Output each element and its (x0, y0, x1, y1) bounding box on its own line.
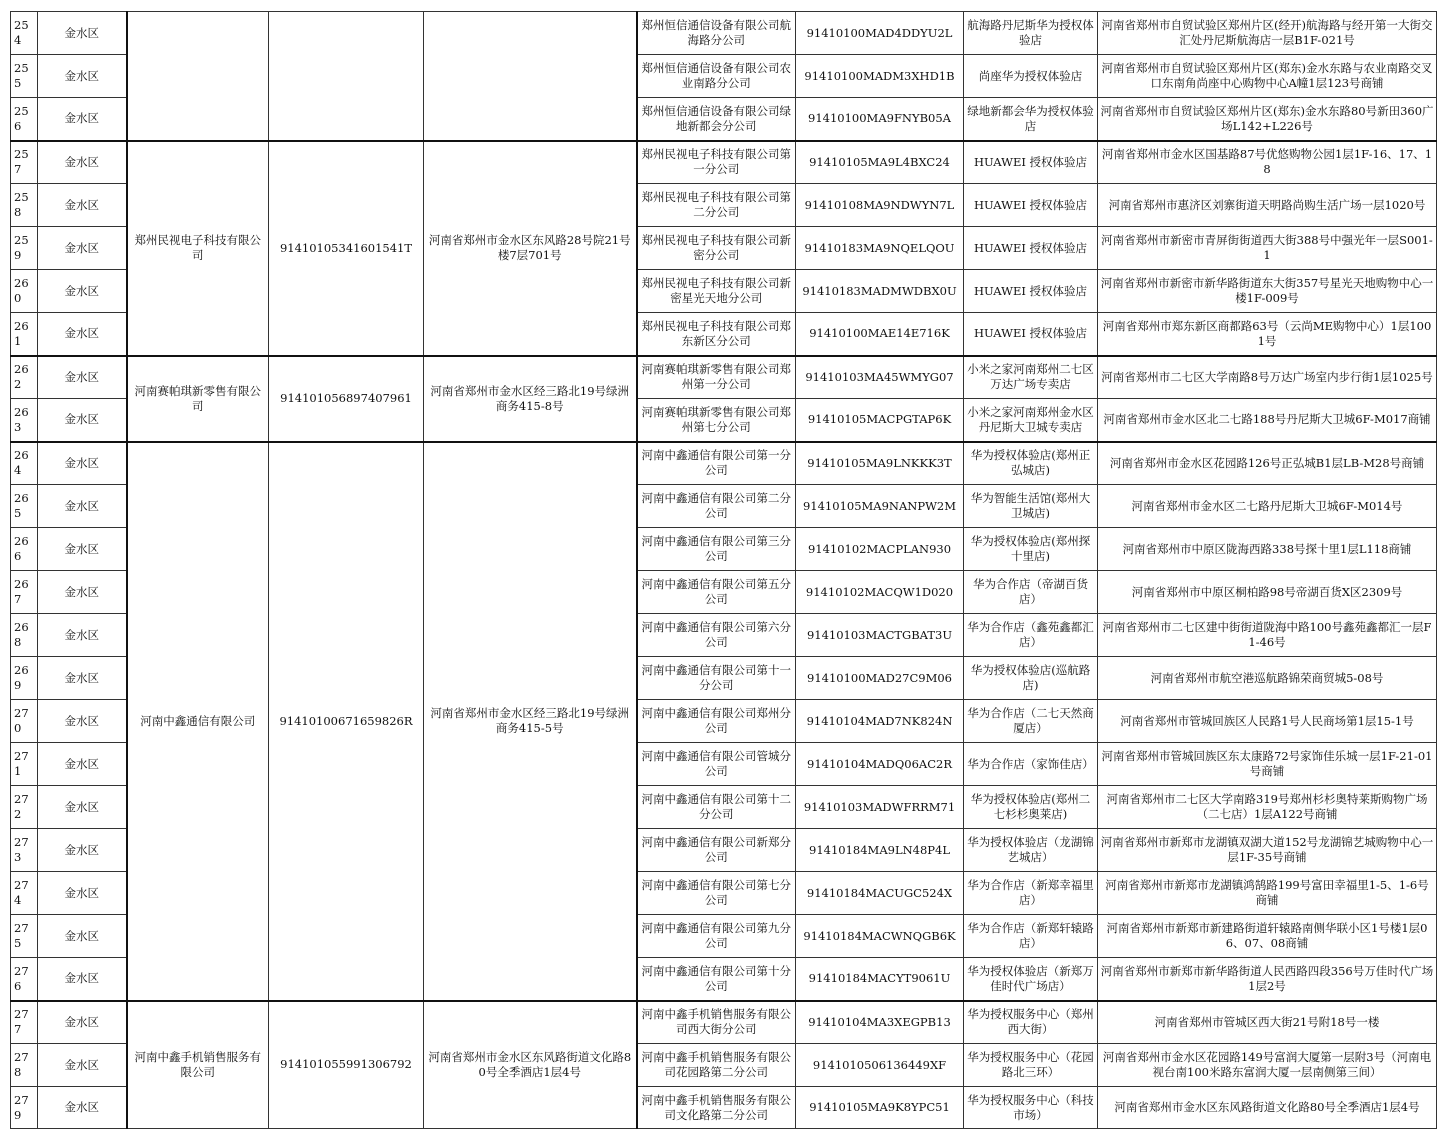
branch-code-cell: 91410184MACYT9061U (796, 958, 964, 1001)
store-name-cell: HUAWEI 授权体验店 (964, 141, 1098, 184)
store-address-cell: 河南省郑州市新郑市龙湖镇双湖大道152号龙湖锦艺城购物中心一层1F-35号商铺 (1098, 829, 1437, 872)
row-number: 258 (11, 184, 38, 227)
branch-code-cell: 91410105MACPGTAP6K (796, 399, 964, 442)
store-address-cell: 河南省郑州市二七区建中街街道陇海中路100号鑫苑鑫都汇一层F1-46号 (1098, 614, 1437, 657)
address-cell (424, 12, 637, 141)
branch-code-cell: 91410100MA9FNYB05A (796, 98, 964, 141)
branch-name-cell: 河南中鑫通信有限公司第一分公司 (637, 442, 796, 485)
branch-code-cell: 91410184MA9LN48P4L (796, 829, 964, 872)
store-address-cell: 河南省郑州市二七区大学南路319号郑州杉杉奥特莱斯购物广场（二七店）1层A122号商铺 (1098, 786, 1437, 829)
branch-code-cell: 91410184MACUGC524X (796, 872, 964, 915)
branch-name-cell: 郑州民视电子科技有限公司第二分公司 (637, 184, 796, 227)
company-cell: 郑州民视电子科技有限公司 (127, 141, 269, 356)
branch-name-cell: 河南中鑫手机销售服务有限公司花园路第二分公司 (637, 1044, 796, 1087)
store-name-cell: 华为授权体验店（龙湖锦艺城店） (964, 829, 1098, 872)
store-name-cell: 华为授权服务中心（科技市场） (964, 1087, 1098, 1129)
store-name-cell: 华为合作店（帝湖百货店） (964, 571, 1098, 614)
branch-name-cell: 河南中鑫通信有限公司第六分公司 (637, 614, 796, 657)
row-number: 261 (11, 313, 38, 356)
branch-code-cell: 91410105MA9LNKKK3T (796, 442, 964, 485)
branch-code-cell: 91410108MA9NDWYN7L (796, 184, 964, 227)
row-number: 259 (11, 227, 38, 270)
branch-name-cell: 河南中鑫通信有限公司郑州分公司 (637, 700, 796, 743)
row-number: 272 (11, 786, 38, 829)
district-cell: 金水区 (38, 872, 127, 915)
branch-name-cell: 河南中鑫通信有限公司第三分公司 (637, 528, 796, 571)
store-name-cell: 小米之家河南郑州金水区丹尼斯大卫城专卖店 (964, 399, 1098, 442)
store-address-cell: 河南省郑州市金水区花园路149号富润大厦第一层附3号（河南电视台南100米路东富润大厦一层南侧第三间） (1098, 1044, 1437, 1087)
branch-code-cell: 91410103MACTGBAT3U (796, 614, 964, 657)
row-number: 262 (11, 356, 38, 399)
branch-name-cell: 河南中鑫通信有限公司第七分公司 (637, 872, 796, 915)
branch-name-cell: 郑州民视电子科技有限公司郑东新区分公司 (637, 313, 796, 356)
row-number: 266 (11, 528, 38, 571)
store-registry-table (10, 11, 1437, 1129)
row-number: 267 (11, 571, 38, 614)
district-cell: 金水区 (38, 227, 127, 270)
store-name-cell: HUAWEI 授权体验店 (964, 313, 1098, 356)
district-cell: 金水区 (38, 614, 127, 657)
store-address-cell: 河南省郑州市金水区北二七路188号丹尼斯大卫城6F-M017商铺 (1098, 399, 1437, 442)
store-name-cell: 华为授权服务中心（花园路北三环） (964, 1044, 1098, 1087)
table-row (11, 12, 1437, 55)
table-row (11, 141, 1437, 184)
branch-code-cell: 91410183MADMWDBX0U (796, 270, 964, 313)
store-name-cell: 小米之家河南郑州二七区万达广场专卖店 (964, 356, 1098, 399)
branch-code-cell: 91410100MADM3XHD1B (796, 55, 964, 98)
credit-code-cell (269, 12, 424, 141)
row-number: 257 (11, 141, 38, 184)
district-cell: 金水区 (38, 1001, 127, 1044)
address-cell: 河南省郑州市金水区经三路北19号绿洲商务415-5号 (424, 442, 637, 1001)
district-cell: 金水区 (38, 356, 127, 399)
branch-code-cell: 91410102MACQW1D020 (796, 571, 964, 614)
branch-code-cell: 91410103MA45WMYG07 (796, 356, 964, 399)
store-name-cell: 华为授权体验店(郑州探十里店) (964, 528, 1098, 571)
store-name-cell: 华为智能生活馆(郑州大卫城店) (964, 485, 1098, 528)
store-address-cell: 河南省郑州市管城回族区人民路1号人民商场第1层15-1号 (1098, 700, 1437, 743)
row-number: 277 (11, 1001, 38, 1044)
store-name-cell: 华为合作店（鑫苑鑫都汇店） (964, 614, 1098, 657)
branch-name-cell: 郑州民视电子科技有限公司新密星光天地分公司 (637, 270, 796, 313)
branch-code-cell: 91410100MAD27C9M06 (796, 657, 964, 700)
branch-code-cell: 91410102MACPLAN930 (796, 528, 964, 571)
store-name-cell: 绿地新都会华为授权体验店 (964, 98, 1098, 141)
row-number: 271 (11, 743, 38, 786)
branch-code-cell: 91410103MADWFRRM71 (796, 786, 964, 829)
district-cell: 金水区 (38, 743, 127, 786)
store-address-cell: 河南省郑州市新密市青屏街街道西大街388号中强光年一层S001-1 (1098, 227, 1437, 270)
row-number: 260 (11, 270, 38, 313)
district-cell: 金水区 (38, 700, 127, 743)
store-name-cell: 华为授权体验店(郑州正弘城店) (964, 442, 1098, 485)
store-name-cell: 华为授权体验店（新郑万佳时代广场店） (964, 958, 1098, 1001)
branch-code-cell: 91410100MAD4DDYU2L (796, 12, 964, 55)
credit-code-cell: 91410105341601541T (269, 141, 424, 356)
store-address-cell: 河南省郑州市惠济区刘寨街道天明路尚购生活广场一层1020号 (1098, 184, 1437, 227)
branch-name-cell: 河南中鑫手机销售服务有限公司西大街分公司 (637, 1001, 796, 1044)
store-address-cell: 河南省郑州市金水区二七路丹尼斯大卫城6F-M014号 (1098, 485, 1437, 528)
district-cell: 金水区 (38, 313, 127, 356)
store-address-cell: 河南省郑州市金水区花园路126号正弘城B1层LB-M28号商铺 (1098, 442, 1437, 485)
company-cell: 河南中鑫手机销售服务有限公司 (127, 1001, 269, 1129)
branch-name-cell: 河南中鑫通信有限公司第九分公司 (637, 915, 796, 958)
district-cell: 金水区 (38, 915, 127, 958)
branch-name-cell: 河南中鑫通信有限公司新郑分公司 (637, 829, 796, 872)
branch-code-cell: 91410105MA9L4BXC24 (796, 141, 964, 184)
row-number: 264 (11, 442, 38, 485)
district-cell: 金水区 (38, 270, 127, 313)
branch-name-cell: 河南赛帕琪新零售有限公司郑州第七分公司 (637, 399, 796, 442)
district-cell: 金水区 (38, 1087, 127, 1129)
table-row (11, 356, 1437, 399)
branch-name-cell: 河南中鑫通信有限公司第十分公司 (637, 958, 796, 1001)
branch-code-cell: 91410100MAE14E716K (796, 313, 964, 356)
credit-code-cell: 914101055991306792 (269, 1001, 424, 1129)
district-cell: 金水区 (38, 485, 127, 528)
table-row (11, 1001, 1437, 1044)
store-address-cell: 河南省郑州市金水区东风路街道文化路80号全季酒店1层4号 (1098, 1087, 1437, 1129)
store-name-cell: 尚座华为授权体验店 (964, 55, 1098, 98)
branch-name-cell: 河南中鑫通信有限公司管城分公司 (637, 743, 796, 786)
store-address-cell: 河南省郑州市管城区西大街21号附18号一楼 (1098, 1001, 1437, 1044)
district-cell: 金水区 (38, 528, 127, 571)
branch-name-cell: 河南中鑫手机销售服务有限公司文化路第二分公司 (637, 1087, 796, 1129)
store-address-cell: 河南省郑州市自贸试验区郑州片区(郑东)金水东路与农业南路交叉口东南角尚座中心购物中心A幢1层123号商铺 (1098, 55, 1437, 98)
branch-code-cell: 9141010506136449XF (796, 1044, 964, 1087)
store-address-cell: 河南省郑州市航空港巡航路锦荣商贸城5-08号 (1098, 657, 1437, 700)
address-cell: 河南省郑州市金水区东风路街道文化路80号全季酒店1层4号 (424, 1001, 637, 1129)
branch-code-cell: 91410104MADQ06AC2R (796, 743, 964, 786)
address-cell: 河南省郑州市金水区经三路北19号绿洲商务415-8号 (424, 356, 637, 442)
branch-code-cell: 91410105MA9K8YPC51 (796, 1087, 964, 1129)
district-cell: 金水区 (38, 1044, 127, 1087)
row-number: 276 (11, 958, 38, 1001)
credit-code-cell: 91410100671659826R (269, 442, 424, 1001)
store-name-cell: 华为授权体验店(郑州二七杉杉奥莱店) (964, 786, 1098, 829)
district-cell: 金水区 (38, 141, 127, 184)
district-cell: 金水区 (38, 657, 127, 700)
district-cell: 金水区 (38, 571, 127, 614)
branch-name-cell: 河南赛帕琪新零售有限公司郑州第一分公司 (637, 356, 796, 399)
store-name-cell: 华为合作店（新郑轩辕路店） (964, 915, 1098, 958)
store-address-cell: 河南省郑州市管城回族区东太康路72号家饰佳乐城一层1F-21-01号商铺 (1098, 743, 1437, 786)
company-cell: 河南赛帕琪新零售有限公司 (127, 356, 269, 442)
branch-code-cell: 91410184MACWNQGB6K (796, 915, 964, 958)
row-number: 270 (11, 700, 38, 743)
row-number: 254 (11, 12, 38, 55)
district-cell: 金水区 (38, 12, 127, 55)
branch-name-cell: 郑州恒信通信设备有限公司绿地新都会分公司 (637, 98, 796, 141)
district-cell: 金水区 (38, 829, 127, 872)
store-address-cell: 河南省郑州市中原区桐柏路98号帝湖百货X区2309号 (1098, 571, 1437, 614)
district-cell: 金水区 (38, 399, 127, 442)
row-number: 269 (11, 657, 38, 700)
branch-name-cell: 郑州民视电子科技有限公司第一分公司 (637, 141, 796, 184)
store-address-cell: 河南省郑州市中原区陇海西路338号探十里1层L118商铺 (1098, 528, 1437, 571)
district-cell: 金水区 (38, 184, 127, 227)
district-cell: 金水区 (38, 958, 127, 1001)
store-address-cell: 河南省郑州市新郑市新建路街道轩辕路南侧华联小区1号楼1层06、07、08商铺 (1098, 915, 1437, 958)
store-address-cell: 河南省郑州市金水区国基路87号优悠购物公园1层1F-16、17、18 (1098, 141, 1437, 184)
row-number: 274 (11, 872, 38, 915)
store-name-cell: 华为合作店（家饰佳店） (964, 743, 1098, 786)
store-address-cell: 河南省郑州市自贸试验区郑州片区(经开)航海路与经开第一大街交汇处丹尼斯航海店一层B1F-021号 (1098, 12, 1437, 55)
credit-code-cell: 914101056897407961 (269, 356, 424, 442)
address-cell: 河南省郑州市金水区东风路28号院21号楼7层701号 (424, 141, 637, 356)
row-number: 275 (11, 915, 38, 958)
branch-name-cell: 河南中鑫通信有限公司第十二分公司 (637, 786, 796, 829)
store-name-cell: 华为合作店（二七天然商厦店） (964, 700, 1098, 743)
branch-code-cell: 91410104MAD7NK824N (796, 700, 964, 743)
district-cell: 金水区 (38, 55, 127, 98)
branch-name-cell: 郑州恒信通信设备有限公司航海路分公司 (637, 12, 796, 55)
district-cell: 金水区 (38, 98, 127, 141)
store-name-cell: HUAWEI 授权体验店 (964, 184, 1098, 227)
store-address-cell: 河南省郑州市新郑市新华路街道人民西路四段356号万佳时代广场1层2号 (1098, 958, 1437, 1001)
row-number: 279 (11, 1087, 38, 1129)
store-name-cell: 华为合作店（新郑幸福里店） (964, 872, 1098, 915)
branch-code-cell: 91410105MA9NANPW2M (796, 485, 964, 528)
branch-name-cell: 郑州恒信通信设备有限公司农业南路分公司 (637, 55, 796, 98)
store-name-cell: HUAWEI 授权体验店 (964, 227, 1098, 270)
store-name-cell: 华为授权体验店(巡航路店) (964, 657, 1098, 700)
branch-code-cell: 91410183MA9NQELQOU (796, 227, 964, 270)
row-number: 273 (11, 829, 38, 872)
store-name-cell: 华为授权服务中心（郑州西大街） (964, 1001, 1098, 1044)
store-address-cell: 河南省郑州市郑东新区商都路63号（云尚ME购物中心）1层1001号 (1098, 313, 1437, 356)
row-number: 255 (11, 55, 38, 98)
row-number: 263 (11, 399, 38, 442)
district-cell: 金水区 (38, 786, 127, 829)
row-number: 278 (11, 1044, 38, 1087)
row-number: 265 (11, 485, 38, 528)
table-row (11, 442, 1437, 485)
branch-name-cell: 河南中鑫通信有限公司第五分公司 (637, 571, 796, 614)
store-address-cell: 河南省郑州市新密市新华路街道东大街357号星光天地购物中心一楼1F-009号 (1098, 270, 1437, 313)
row-number: 256 (11, 98, 38, 141)
row-number: 268 (11, 614, 38, 657)
company-cell (127, 12, 269, 141)
company-cell: 河南中鑫通信有限公司 (127, 442, 269, 1001)
branch-name-cell: 河南中鑫通信有限公司第二分公司 (637, 485, 796, 528)
store-address-cell: 河南省郑州市自贸试验区郑州片区(郑东)金水东路80号新田360广场L142+L226号 (1098, 98, 1437, 141)
store-name-cell: HUAWEI 授权体验店 (964, 270, 1098, 313)
branch-name-cell: 郑州民视电子科技有限公司新密分公司 (637, 227, 796, 270)
store-name-cell: 航海路丹尼斯华为授权体验店 (964, 12, 1098, 55)
store-address-cell: 河南省郑州市新郑市龙湖镇鸿鹄路199号富田幸福里1-5、1-6号商铺 (1098, 872, 1437, 915)
branch-name-cell: 河南中鑫通信有限公司第十一分公司 (637, 657, 796, 700)
store-address-cell: 河南省郑州市二七区大学南路8号万达广场室内步行街1层1025号 (1098, 356, 1437, 399)
branch-code-cell: 91410104MA3XEGPB13 (796, 1001, 964, 1044)
district-cell: 金水区 (38, 442, 127, 485)
